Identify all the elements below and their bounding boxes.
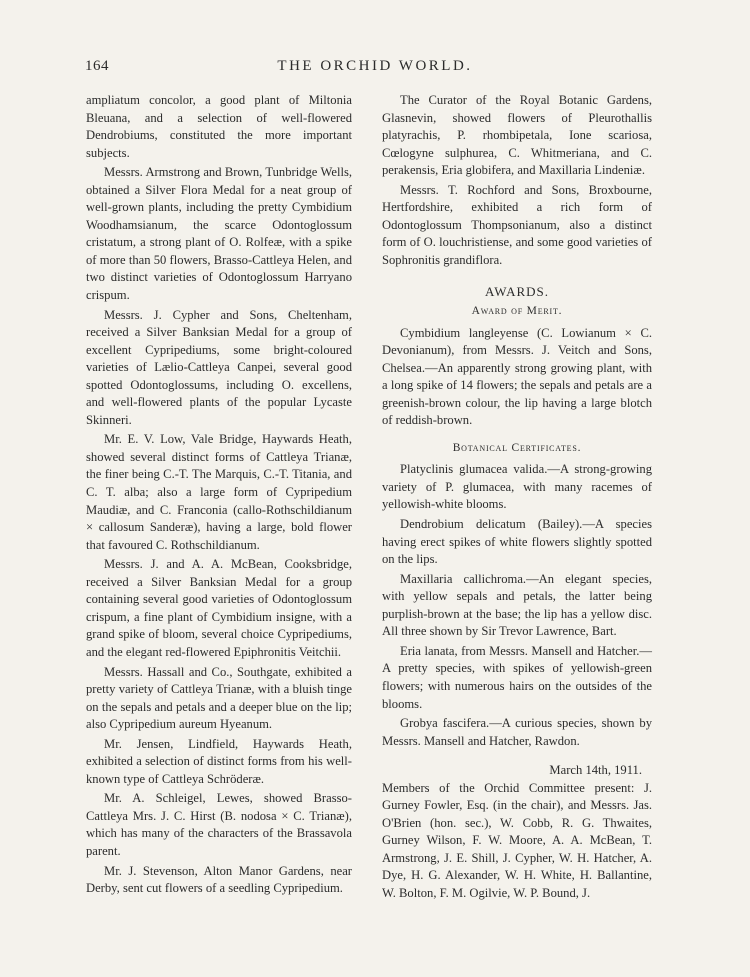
left-column bbox=[86, 92, 352, 900]
paragraph: Dendrobium delicatum (Bailey).—A species having erect spikes of white flowers slightly spotted on the lips. bbox=[382, 517, 652, 567]
paragraph: Maxillaria callichroma.—An elegant species, with yellow sepals and petals, the latter being purplish-brown at the base; the lip has a yellow disc. All three shown by Sir Trevor Lawrence, Bart. bbox=[382, 571, 652, 639]
paragraph: Messrs. Hassall and Co., Southgate, exhibited a pretty variety of Cattleya Trianæ, with a bluish tinge on the sepals and petals and a deeper blue on the lip; also Cypripedium aureum Hyeanum. bbox=[86, 664, 352, 732]
paragraph: ampliatum concolor, a good plant of Miltonia Bleuana, and a selection of well-flowered Dendrobiums, constituted the more important subjects. bbox=[86, 93, 352, 160]
paragraph: Platyclinis glumacea valida.—A strong-growing variety of P. glumacea, with many racemes of yellowish-white blooms. bbox=[382, 462, 652, 512]
paragraph: Mr. E. V. Low, Vale Bridge, Haywards Heath, showed several distinct forms of Cattleya Trianæ, the finer being C.-T. The Marquis, C.-T. Titania, and C. T. alba; also a large form of Cypripedium Maudiæ, and C. Franconia (callo-Rothschildianum × callosum Sanderæ), having a large, bold flower that favoured C. Rothschildianum. bbox=[86, 432, 352, 552]
paragraph: Cymbidium langleyense (C. Lowianum × C. Devonianum), from Messrs. J. Veitch and Sons, Chelsea.—An apparently strong growing plant, with a long spike of 14 flowers; the sepals and petals are a greenish-brown colour, the lip having a large blotch of reddish-brown. bbox=[382, 325, 652, 428]
paragraph: Eria lanata, from Messrs. Mansell and Hatcher.—A pretty species, with spikes of yellowish-green flowers; with numerous hairs on the outsides of the blooms. bbox=[382, 643, 652, 711]
paragraph: Messrs. Armstrong and Brown, Tunbridge Wells, obtained a Silver Flora Medal for a neat group of well-grown plants, including the pretty Cymbidium Woodhamsianum, the scarce Odontoglossum cristatum, a strong plant of O. Rolfeæ, with a spike of more than 50 flowers, Brasso-Cattleya Helen, and two distinct varieties of Odontoglossum Harryano crispum. bbox=[86, 165, 352, 303]
award-of-merit-heading: Award of Merit. bbox=[471, 305, 563, 318]
botanical-certificates-heading: Botanical Certificates. bbox=[452, 441, 582, 454]
paragraph: The Curator of the Royal Botanic Gardens, Glasnevin, showed flowers of Pleurothallis platyrachis, P. rhombipetala, Ione scariosa, Cœlogyne sulphurea, C. Whitmeriana, and C. perakensis, Eria globifera, and Maxillaria Lindeniæ. bbox=[382, 93, 652, 178]
paragraph: Mr. J. Stevenson, Alton Manor Gardens, near Derby, sent cut flowers of a seedling Cypripedium. bbox=[86, 863, 352, 896]
paragraph: Grobya fascifera.—A curious species, shown by Messrs. Mansell and Hatcher, Rawdon. bbox=[382, 716, 652, 748]
page-number: 164 bbox=[85, 58, 109, 74]
committee-paragraph: Members of the Orchid Committee present: J. Gurney Fowler, Esq. (in the chair), and Messrs. Jas. O'Brien (hon. sec.), W. Cobb, R. G. Thwaites, Gurney Wilson, F. W. Moore, A. A. McBean, T. Armstrong, J. E. Shill, J. Cypher, W. H. Hatcher, A. Dye, H. G. Alexander, W. H. White, H. Ballantine, W. Bolton, F. M. Ogilvie, W. P. Bound, J. bbox=[382, 780, 652, 900]
paragraph: Mr. A. Schleigel, Lewes, showed Brasso-Cattleya Mrs. J. C. Hirst (B. nodosa × C. Trianæ), which has many of the characters of the Brassavola parent. bbox=[86, 791, 352, 858]
page-header bbox=[0, 58, 750, 78]
date-line: March 14th, 1911. bbox=[549, 763, 642, 778]
awards-heading: AWARDS. bbox=[484, 284, 550, 300]
running-head: THE ORCHID WORLD. bbox=[277, 58, 473, 74]
paragraph: Messrs. J. and A. A. McBean, Cooksbridge, received a Silver Banksian Medal for a group containing several good varieties of Odontoglossum crispum, a fine plant of Cymbidium insigne, with a grand spike of bloom, several choice Cypripediums, and the elegant red-flowered Epiphronitis Veitchii. bbox=[86, 557, 352, 659]
paragraph: Messrs. J. Cypher and Sons, Cheltenham, received a Silver Banksian Medal for a group of excellent Cypripediums, some bright-coloured varieties of Lælio-Cattleya Canpei, several good spotted Odontoglossums, including O. excellens, and well-flowered plants of the popular Lycaste Skinneri. bbox=[86, 307, 352, 427]
paragraph: Mr. Jensen, Lindfield, Haywards Heath, exhibited a selection of distinct forms from his well-known type of Cattleya Schröderæ. bbox=[86, 736, 352, 786]
right-column bbox=[382, 92, 652, 905]
paragraph: Messrs. T. Rochford and Sons, Broxbourne, Hertfordshire, exhibited a rich form of Odontoglossum Thompsonianum, also a distinct form of O. louchristiense, and some good varieties of Sophronitis grandiflora. bbox=[382, 182, 652, 267]
